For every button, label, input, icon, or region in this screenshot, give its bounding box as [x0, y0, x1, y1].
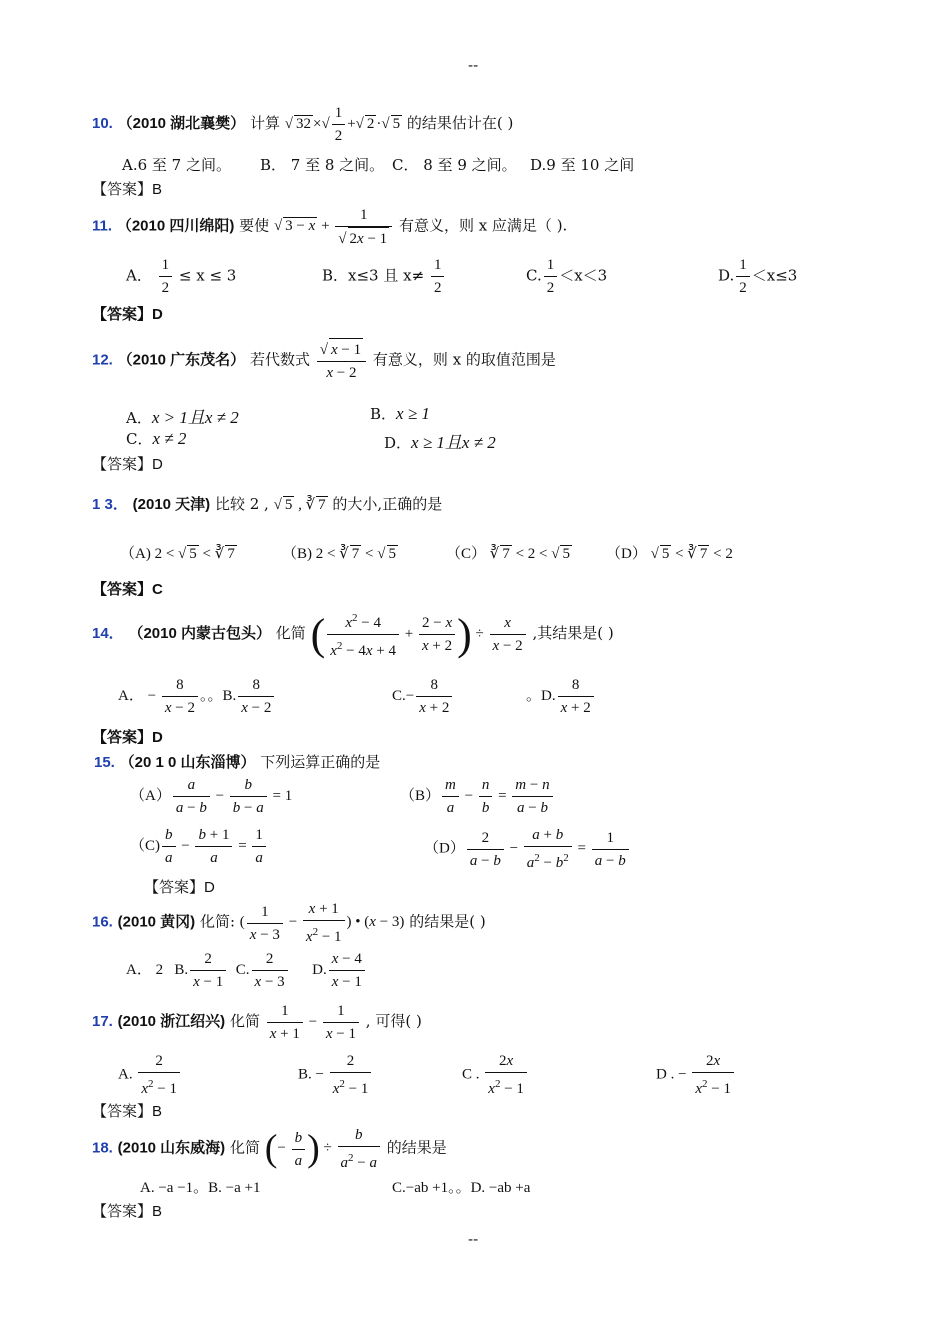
question-source: (2010 浙江绍兴) — [117, 1012, 226, 1030]
option-d: D . − $\frac{2x}{x^2 - 1}$ — [656, 1050, 736, 1100]
question-17 — [92, 1000, 422, 1045]
question-10 — [92, 102, 513, 147]
question-stem-end: 的结果估计在( ) — [406, 113, 514, 132]
question-18 — [92, 1124, 447, 1174]
option-d: （D） √ 5 < ∛ 7 < 2 — [606, 546, 733, 562]
option-b: B. − $\frac{2}{x^2 - 1}$ — [298, 1050, 373, 1100]
answer: 【答案】B — [92, 1103, 163, 1120]
option-a: （A) 2 < √ 5 < ∛ 7 — [120, 546, 235, 562]
question-15 — [94, 751, 380, 772]
question-stem-end: 的结果是( ) — [409, 912, 486, 931]
question-number: 18. — [92, 1139, 113, 1157]
option-a: A． $\frac{1}{2}$ ≤ x ≤ 3 — [126, 254, 236, 299]
answer: 【答案】D — [92, 306, 163, 323]
question-number: 10. — [92, 114, 113, 132]
option-d: D.9 至 10 之间 — [530, 156, 635, 174]
option-d: 。D. $\frac{8}{x + 2}$ — [526, 674, 596, 719]
question-stem: 化简 — [229, 1011, 260, 1030]
answer: 【答案】D — [92, 456, 163, 473]
question-number: 15. — [94, 754, 115, 771]
answer: 【答案】D — [144, 879, 215, 896]
answer: 【答案】D — [92, 729, 163, 746]
question-source: (2010 山东威海) — [117, 1139, 226, 1157]
question-stem: 若代数式 — [249, 350, 310, 369]
question-stem: 下列运算正确的是 — [260, 753, 381, 771]
option-b: （B） $\frac{m}{a}$ − $\frac{n}{b}$ = $\frac{m - n}{a - b}$ — [400, 774, 555, 819]
question-16 — [92, 898, 486, 948]
option-a: A.6 至 7 之间。 — [122, 156, 231, 174]
question-stem-end: 有意义，则 x 应满足（ ). — [398, 216, 568, 235]
question-number: 1 3． — [92, 496, 128, 513]
option-c: C. $\frac{1}{2}$ ＜x＜3 — [526, 254, 607, 299]
option-b: B．x≤3 且 x≠ $\frac{1}{2}$ — [322, 254, 446, 299]
option-c: （C） ∛ 7 < 2 < √ 5 — [446, 546, 570, 562]
question-source: （2010 四川绵阳) — [116, 217, 235, 235]
question-stem: 化简 — [229, 1138, 260, 1157]
question-stem-end: 有意义，则 x 的取值范围是 — [372, 350, 556, 369]
option-c: （C) $\frac{b}{a}$ − $\frac{b + 1}{a}$ = $\frac{1}{a}$ — [130, 824, 268, 869]
answer: 【答案】B — [92, 1203, 163, 1220]
question-source: （2010 湖北襄樊） — [117, 114, 246, 132]
math-expression: $\frac{1}{x + 1}$ − $\frac{1}{x - 1}$ — [265, 1014, 361, 1030]
question-11 — [92, 204, 567, 250]
page-footer-mark: -- — [468, 1230, 479, 1248]
question-12 — [92, 338, 556, 384]
math-expression: √ 3 − x + $\frac{1}{√ 2x - 1}$ — [274, 218, 394, 234]
question-number: 12. — [92, 351, 113, 369]
answer: 【答案】B — [92, 181, 163, 198]
math-expression: $\frac{√ x - 1}{x - 2}$ — [315, 352, 368, 368]
option-d: （D） $\frac{2}{a - b}$ − $\frac{a + b}{a^2 - b^2}$ = $\frac{1}{a - b}$ — [424, 824, 631, 874]
option-a: （A） $\frac{a}{a - b}$ − $\frac{b}{b - a}$ = 1 — [130, 774, 292, 819]
option-c: C． 8 至 9 之间。 — [392, 156, 517, 174]
option-a-b-c-d: A． 2 B. $\frac{2}{x - 1}$ C. $\frac{2}{x - 3}$ D. $\frac{x - 4}{x - 1}$ — [126, 948, 367, 993]
option-a: A．x > 1且x ≠ 2 — [126, 408, 239, 427]
option-c-d: C.−ab +1。。D. −ab +a — [392, 1180, 531, 1196]
question-number: 17. — [92, 1012, 113, 1030]
answer: 【答案】C — [92, 581, 163, 598]
page-header-mark: -- — [468, 56, 479, 74]
question-stem-end: 的大小,正确的是 — [332, 495, 443, 513]
question-number: 14． — [92, 624, 124, 642]
option-c: C.− $\frac{8}{x + 2}$ — [392, 674, 454, 719]
option-b: B． 7 至 8 之间。 — [260, 156, 385, 174]
question-stem-end: , 可得( ) — [365, 1011, 422, 1030]
math-expression: √ 32 ×√ $\frac{1}{2}$ +√ 2 ·√ 5 — [285, 116, 402, 132]
math-expression: ( $\frac{1}{x - 3}$ − $\frac{x + 1}{x^2 - 1}$ ) • (x − 3) — [240, 914, 405, 930]
option-c: C．x ≠ 2 — [126, 429, 187, 448]
question-stem: 计算 — [249, 113, 280, 132]
question-source: (2010 天津) — [132, 496, 211, 513]
question-stem: 要使 — [239, 216, 270, 235]
question-number: 11. — [92, 217, 113, 235]
math-expression: √ 5 , ∛ 7 — [273, 497, 326, 513]
question-13 — [92, 493, 442, 514]
question-source: （20 1 0 山东淄博） — [119, 754, 256, 771]
question-stem: 化简 — [275, 623, 306, 642]
question-number: 16. — [92, 913, 113, 931]
option-c: C . $\frac{2x}{x^2 - 1}$ — [462, 1050, 529, 1100]
option-b: B．x ≥ 1 — [370, 404, 430, 423]
question-14 — [92, 607, 614, 662]
question-source: （2010 广东茂名） — [117, 351, 246, 369]
question-source: (2010 黄冈) — [117, 913, 196, 931]
math-expression: ( $\frac{x^2 - 4}{x^2 - 4x + 4}$ + $\frac{2 - x}{x + 2}$ ) ÷ $\frac{x}{x - 2}$ — [311, 626, 528, 642]
question-stem: 化简: — [199, 912, 236, 931]
option-b: （B) 2 < ∛ 7 < √ 5 — [282, 546, 396, 562]
question-stem-end: ,其结果是( ) — [532, 623, 614, 642]
option-a-b: A． − $\frac{8}{x - 2}$ 。。B. $\frac{8}{x - 2}$ — [118, 674, 276, 719]
question-source: （2010 内蒙古包头） — [128, 624, 272, 642]
option-a: A. $\frac{2}{x^2 - 1}$ — [118, 1050, 182, 1100]
question-stem-end: 的结果是 — [386, 1138, 447, 1157]
option-a-b: A. −a −1。B. −a +1 — [140, 1180, 261, 1196]
option-d: D. $\frac{1}{2}$ ＜x≤3 — [718, 254, 797, 299]
question-stem: 比较 2 , — [214, 495, 269, 513]
math-expression: (− $\frac{b}{a}$ ) ÷ $\frac{b}{a^2 - a}$ — [265, 1140, 382, 1156]
option-d: D．x ≥ 1且x ≠ 2 — [384, 433, 496, 452]
